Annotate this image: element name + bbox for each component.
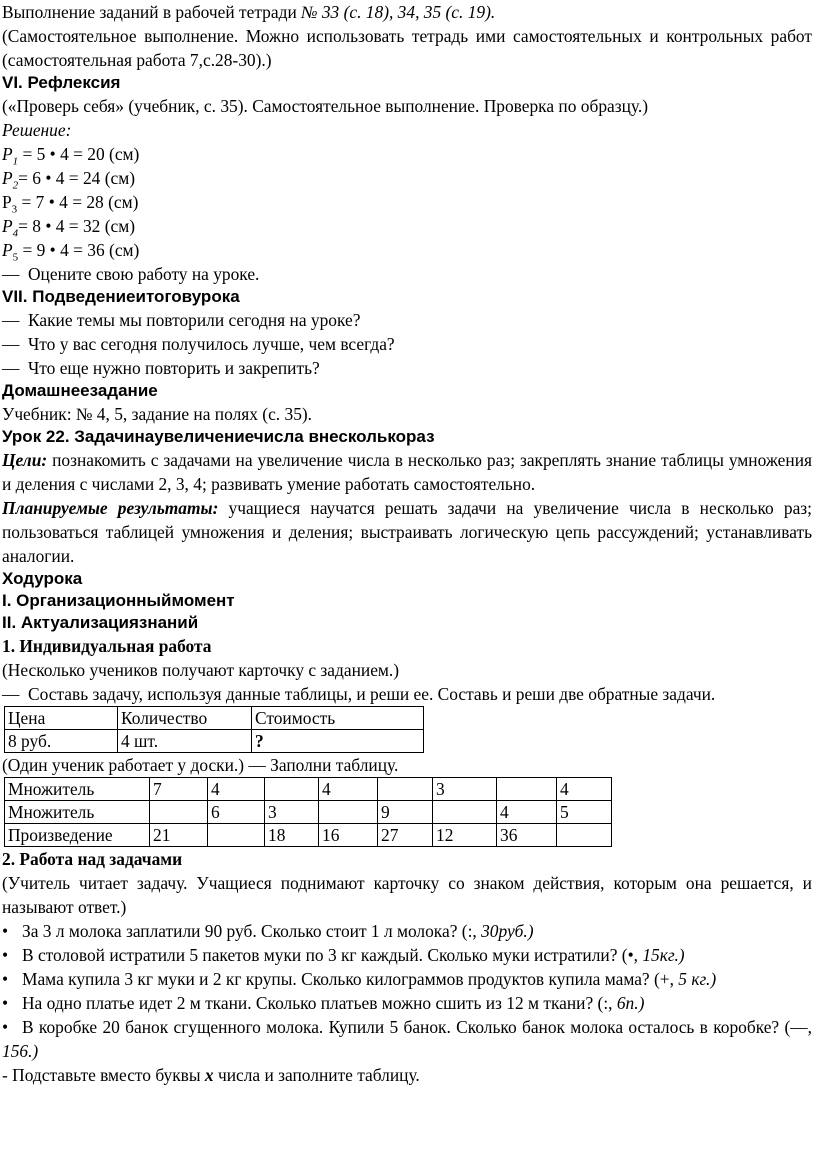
- goals-label: Цели:: [2, 450, 48, 470]
- table-cell: Цена: [5, 707, 118, 730]
- task-item-3: • Мама купила 3 кг муки и 2 кг крупы. Сколько килограммов продуктов купила мама? (+, 5 кг.): [2, 969, 717, 989]
- question-1: — Какие темы мы повторили сегодня на уроке?: [2, 310, 361, 330]
- lesson-22-title: Урок 22. Задачинаувеличениечисла внесколькораз: [2, 427, 435, 446]
- table-row: [5, 824, 612, 847]
- individual-work-title: 1. Индивидуальная работа: [2, 636, 212, 656]
- table-cell: 3: [265, 801, 319, 824]
- table-cell: 8 руб.: [5, 730, 118, 753]
- table-cell: 5: [557, 801, 612, 824]
- task-item-5: • В коробке 20 банок сгущенного молока. Купили 5 банок. Сколько банок молока осталось в коробке? (—, 156.): [2, 1017, 812, 1061]
- homework-title: Домашнеезадание: [2, 381, 158, 400]
- actualization-title: II. Актуализациязнаний: [2, 613, 199, 632]
- substitute-line: - Подставьте вместо буквы х числа и заполните таблицу.: [2, 1065, 420, 1085]
- board-note: (Один ученик работает у доски.) — Заполни таблицу.: [2, 755, 399, 775]
- equation-2: $P_2= 6$ • 4 = 24 (см): [2, 168, 136, 192]
- intro-text: Выполнение заданий в рабочей тетради: [2, 2, 302, 22]
- table-cell: 21: [150, 824, 208, 847]
- table-cell: 36: [497, 824, 557, 847]
- table-cell: 9: [378, 801, 433, 824]
- multiplication-table: [4, 777, 612, 847]
- table-cell: 12: [433, 824, 497, 847]
- table-cell: 6: [208, 801, 265, 824]
- individual-note: (Несколько учеников получают карточку с заданием.): [2, 660, 400, 680]
- table-cell: 3: [433, 778, 497, 801]
- plan-label: Планируемые результаты:: [2, 498, 219, 518]
- reflection-text: («Проверь себя» (учебник, с. 35). Самостоятельное выполнение. Проверка по образцу.): [2, 96, 649, 116]
- table-cell: [150, 801, 208, 824]
- table-row: [5, 730, 424, 753]
- equation-3: $Р_3 = 7$ • 4 = 28 (см): [2, 192, 139, 216]
- assess-line: — Оцените свою работу на уроке.: [2, 264, 260, 284]
- table-cell: [557, 824, 612, 847]
- table-cell: Множитель: [5, 778, 150, 801]
- table-cell: 4: [557, 778, 612, 801]
- table-cell: 27: [378, 824, 433, 847]
- table-cell: [208, 824, 265, 847]
- table-cell: 4: [208, 778, 265, 801]
- solution-label: Решение:: [2, 120, 72, 140]
- task-item-1: • За 3 л молока заплатили 90 руб. Сколько стоит 1 л молока? (:, 30руб.): [2, 921, 534, 941]
- table-cell: ?: [252, 730, 424, 753]
- table-cell: [319, 801, 378, 824]
- individual-task: — Составь задачу, используя данные таблицы, и реши ее. Составь и реши две обратные задачи.: [2, 684, 716, 704]
- equation-5: $P_5 = 9$ • 4 = 36 (см): [2, 240, 140, 264]
- section-6-title: VI. Рефлексия: [2, 73, 121, 92]
- question-2: — Что у вас сегодня получилось лучше, чем всегда?: [2, 334, 395, 354]
- table-cell: 7: [150, 778, 208, 801]
- table-cell: Количество: [118, 707, 252, 730]
- table-cell: 4 шт.: [118, 730, 252, 753]
- table-cell: 16: [319, 824, 378, 847]
- section-7-title: VII. Подведениеитоговурока: [2, 287, 240, 306]
- price-table: [4, 706, 424, 753]
- work-title: 2. Работа над задачами: [2, 849, 183, 869]
- equation-1: $P_1 = 5$ • 4 = 20 (см): [2, 144, 140, 168]
- lesson-course-title: Ходурока: [2, 569, 83, 588]
- table-cell: Произведение: [5, 824, 150, 847]
- table-row: [5, 778, 612, 801]
- equation-4: $P_4= 8$ • 4 = 32 (см): [2, 216, 136, 240]
- plan-paragraph: Планируемые результаты: учащиеся научатся решать задачи на увеличение числа в несколько раз; пользоваться таблицей умножения и деления; выстраивать логическую цепь рассуждений; устанавливать аналогии.: [2, 498, 812, 566]
- workbook-ref: № 33 (с. 18), 34, 35 (с. 19).: [301, 2, 496, 22]
- table-cell: [433, 801, 497, 824]
- table-cell: [497, 778, 557, 801]
- table-cell: 4: [497, 801, 557, 824]
- goals-paragraph: Цели: познакомить с задачами на увеличение числа в несколько раз; закреплять знание таблицы умножения и деления с числами 2, 3, 4; развивать умение работать самостоятельно.: [2, 450, 812, 494]
- task-item-4: • На одно платье идет 2 м ткани. Сколько платьев можно сшить из 12 м ткани? (:, 6п.): [2, 993, 645, 1013]
- table-row: [5, 707, 424, 730]
- intro-line: [0, 0, 816, 24]
- task-item-2: • В столовой истратили 5 пакетов муки по 3 кг каждый. Сколько муки истратили? (•, 15кг.): [2, 945, 685, 965]
- homework-text: Учебник: № 4, 5, задание на полях (с. 35).: [2, 404, 313, 424]
- question-3: — Что еще нужно повторить и закрепить?: [2, 358, 320, 378]
- table-cell: Множитель: [5, 801, 150, 824]
- intro-note: (Самостоятельное выполнение. Можно использовать тетрадь ими самостоятельных и контрольных работ (самостоятельная работа 7,с.28-30).): [2, 26, 812, 70]
- org-moment-title: I. Организационныймомент: [2, 591, 235, 610]
- table-cell: [378, 778, 433, 801]
- table-row: [5, 801, 612, 824]
- table-cell: 4: [319, 778, 378, 801]
- work-note: (Учитель читает задачу. Учащиеся поднимают карточку со знаком действия, которым она решается, и называют ответ.): [2, 873, 812, 917]
- table-cell: [265, 778, 319, 801]
- table-cell: Стоимость: [252, 707, 424, 730]
- table-cell: 18: [265, 824, 319, 847]
